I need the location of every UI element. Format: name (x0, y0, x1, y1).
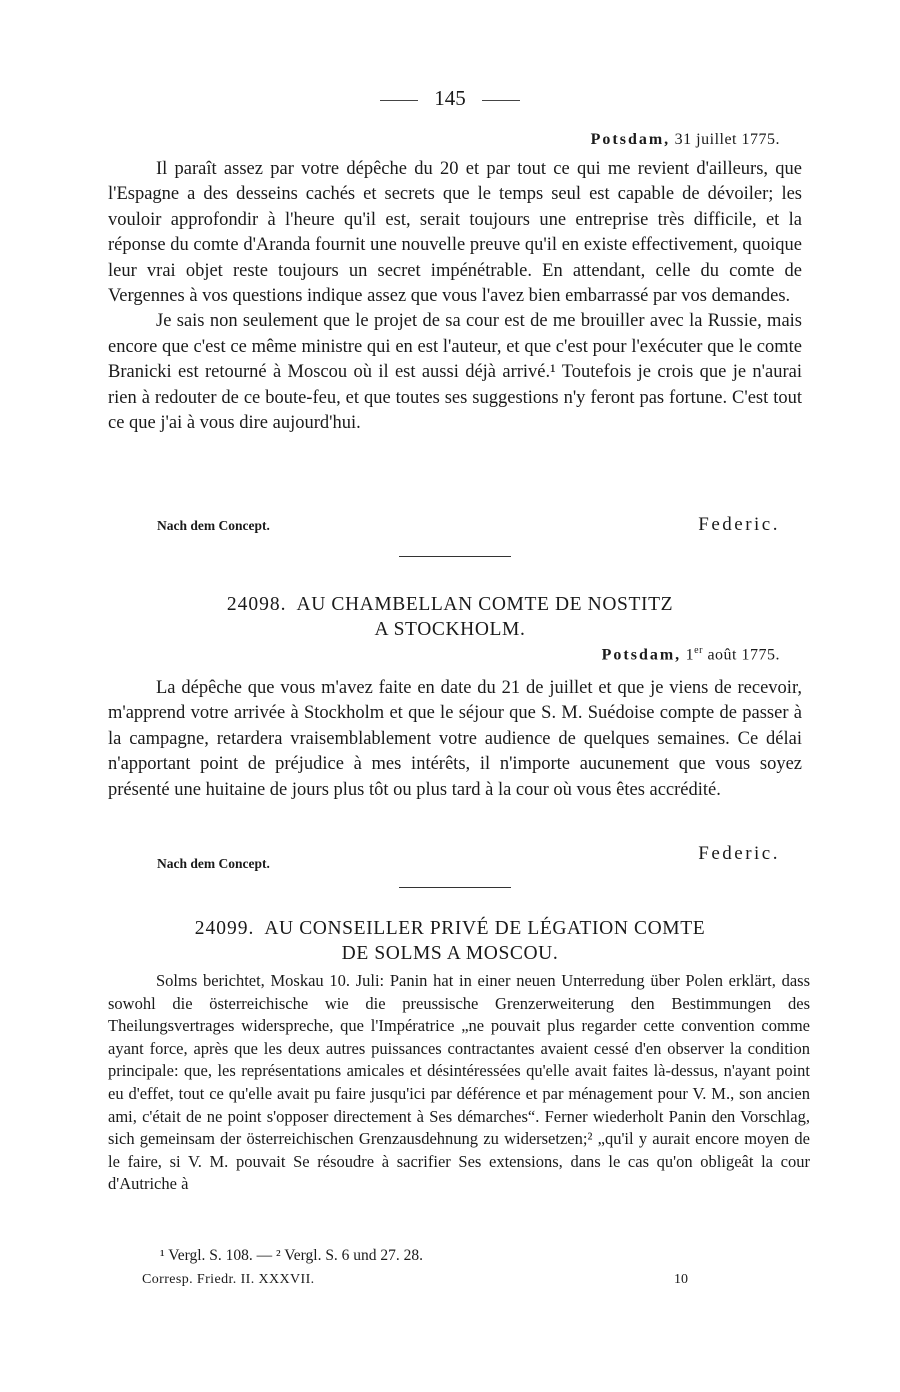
letter3-number: 24099. (194, 918, 255, 939)
letter1-paragraph-2: Je sais non seulement que le projet de sa cour est de me brouiller avec la Russie, mais encore que c'est ce même ministre qui en est l'auteur, et que c'est pour l'exécuter que le comte Branicki est retourné à Moscou où il est aussi déjà arrivé.¹ Toutefois je crois que je n'aurai rien à redouter de ce boute-feu, et que toutes ses suggestions n'y feront pas fortune. C'est tout ce que j'ai à vous dire aujourd'hui. (108, 311, 802, 434)
letter1-dateline (591, 131, 780, 149)
page-number: 145 (434, 86, 466, 110)
section-divider-1 (399, 556, 511, 557)
footer-source: Corresp. Friedr. II. XXXVII. (142, 1272, 315, 1287)
letter1-source-note: Nach dem Concept. (157, 518, 270, 533)
letter2-dateline-day: 1 (681, 646, 695, 664)
letter3-summary (108, 970, 810, 1196)
letter1-dateline-date: 31 juillet 1775. (670, 131, 780, 148)
letter2-heading-line1 (0, 592, 900, 617)
letter2-paragraph: La dépêche que vous m'avez faite en date du 21 de juillet et que je viens de recevoir, m'apprend votre arrivée à Stockholm et que le séjour que S. M. Suédoise compte de passer à la campagne, retardera vraisemblablement votre audience de quelques semaines. Ce délai n'apportant point de préjudice à mes intérêts, il n'importe aucunement que vous soyez présenté une huitaine de jours plus tôt ou plus tard à la cour où vous êtes accrédité. (108, 678, 802, 800)
letter2-body (108, 676, 802, 803)
letter1-dateline-place: Potsdam, (590, 131, 671, 148)
header-dash-right (482, 100, 520, 101)
letter3-heading (0, 916, 900, 966)
header-dash-left (380, 100, 418, 101)
letter1-body (108, 157, 802, 436)
letter1-signature: Federic. (698, 514, 780, 535)
letter2-signature: Federic. (698, 843, 780, 864)
letter2-dateline-rest: août 1775. (702, 646, 780, 664)
footnotes: ¹ Vergl. S. 108. — ² Vergl. S. 6 und 27. 28. (160, 1247, 424, 1264)
letter2-dateline-place: Potsdam, (601, 646, 682, 664)
letter3-summary-text: Solms berichtet, Moskau 10. Juli: Panin hat in einer neuen Unterredung über Polen erklärt, dass sowohl die österreichische wie die preussische Grenzerweiterung den Bestimmungen des Theilungsvertrages widerspreche, que l'Impératrice „ne pouvait plus regarder cette convention comme ayant force, après que les deux autres puissances contractantes avaient cessé d'en observer la condition principale: que, les représentations amicales et désintéressées qu'elle avait faites là-dessus, n'ayant point eu d'effet, tout ce qu'elle avait pu faire jusqu'ici par déférence et par ménagement pour V. M., son ancien ami, c'était de ne point s'opposer directement à Ses démarches“. Ferner wiederholt Panin den Vorschlag, sich gemeinsam der österreichischen Grenzausdehnung zu widersetzen;² „qu'il y aurait encore moyen de le faire, si V. M. pouvait Se résoudre à sacrifier Ses extensions, dans le cas qu'on obligeât la cour d'Autriche à (108, 971, 810, 1194)
letter3-heading-line2: DE SOLMS A MOSCOU. (341, 943, 559, 964)
letter2-number: 24098. (226, 594, 287, 615)
letter2-dateline-sup: er (694, 645, 703, 656)
letter3-heading-line1 (0, 916, 900, 941)
letter1-paragraph-1: Il paraît assez par votre dépêche du 20 et par tout ce qui me revient d'ailleurs, que l'Espagne a des desseins cachés et secrets que le temps seul est capable de dévoiler; les vouloir approfondir à l'heure qu'il est, serait toujours une entreprise très difficile, et la réponse du comte d'Aranda fournit une nouvelle preuve qu'il en existe effectivement, quoique leur vrai objet reste toujours un secret impénétrable. En attendant, celle du comte de Vergennes à vos questions indique assez que vous l'avez bien embarrassé par vos demandes. (108, 159, 802, 307)
letter2-heading-text1: AU CHAMBELLAN COMTE DE NOSTITZ (296, 594, 674, 615)
footer-sheet-number: 10 (674, 1272, 688, 1287)
letter2-heading (0, 592, 900, 642)
page-header (0, 86, 900, 111)
letter2-source-note: Nach dem Concept. (157, 856, 270, 871)
letter2-heading-line2: A STOCKHOLM. (374, 619, 526, 640)
letter3-heading-text1: AU CONSEILLER PRIVÉ DE LÉGATION COMTE (264, 918, 706, 939)
letter2-dateline (602, 645, 780, 664)
section-divider-2 (399, 887, 511, 888)
